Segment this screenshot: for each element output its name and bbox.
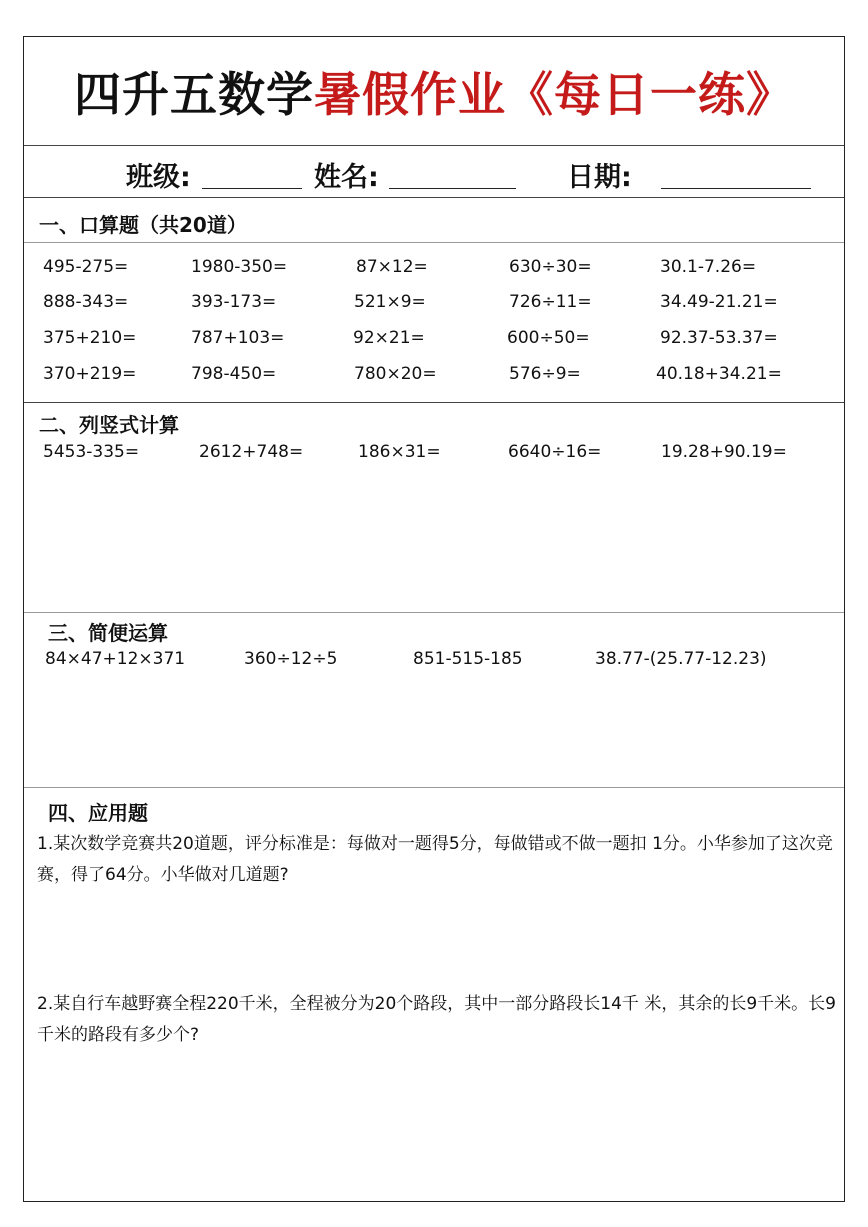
problem-cell: 5453-335= <box>43 442 140 462</box>
problem-cell: 375+210= <box>43 328 137 348</box>
problem-cell: 84×47+12×371 <box>45 649 186 669</box>
problem-cell: 2612+748= <box>199 442 304 462</box>
divider <box>24 242 844 243</box>
name-blank[interactable] <box>389 187 516 189</box>
problem-cell: 40.18+34.21= <box>656 364 782 384</box>
problem-cell: 780×20= <box>354 364 437 384</box>
problem-cell: 495-275= <box>43 257 129 277</box>
problem-cell: 798-450= <box>191 364 277 384</box>
class-blank[interactable] <box>202 187 302 189</box>
title-part-black: 四升五数学 <box>74 67 314 123</box>
problem-cell: 600÷50= <box>507 328 590 348</box>
title-part-red: 暑假作业《每日一练》 <box>314 67 794 123</box>
problem-cell: 393-173= <box>191 292 277 312</box>
problem-cell: 851-515-185 <box>413 649 523 669</box>
section-title-word-problems: 四、应用题 <box>48 801 148 825</box>
date-label: 日期: <box>567 162 632 193</box>
problem-cell: 30.1-7.26= <box>660 257 757 277</box>
problem-cell: 521×9= <box>354 292 426 312</box>
problem-cell: 92×21= <box>353 328 425 348</box>
problem-cell: 576÷9= <box>509 364 581 384</box>
problem-cell: 38.77-(25.77-12.23) <box>595 649 767 669</box>
problem-cell: 787+103= <box>191 328 285 348</box>
section-title-vertical: 二、列竖式计算 <box>39 413 179 437</box>
divider <box>24 402 844 403</box>
date-blank[interactable] <box>661 187 811 189</box>
worksheet <box>23 36 845 1202</box>
problem-cell: 92.37-53.37= <box>660 328 778 348</box>
problem-cell: 186×31= <box>358 442 441 462</box>
name-label: 姓名: <box>314 162 379 193</box>
divider <box>24 197 844 198</box>
page-title <box>24 37 844 145</box>
problem-cell: 888-343= <box>43 292 129 312</box>
problem-cell: 726÷11= <box>509 292 592 312</box>
problem-cell: 370+219= <box>43 364 137 384</box>
problem-cell: 1980-350= <box>191 257 288 277</box>
word-problem-2: 2.某自行车越野赛全程220千米，全程被分为20个路段，其中一部分路段长14千 米，其余的长9千米。长9千米的路段有多少个? <box>37 994 836 1045</box>
problem-cell: 19.28+90.19= <box>661 442 787 462</box>
section-title-oral: 一、口算题（共20道） <box>39 213 247 237</box>
problem-cell: 34.49-21.21= <box>660 292 778 312</box>
section-title-simplify: 三、简便运算 <box>48 621 168 645</box>
word-problem-1: 1.某次数学竞赛共20道题，评分标准是：每做对一题得5分，每做错或不做一题扣 1分。小华参加了这次竞赛，得了64分。小华做对几道题? <box>37 834 833 885</box>
problem-cell: 630÷30= <box>509 257 592 277</box>
problem-cell: 360÷12÷5 <box>244 649 338 669</box>
problem-cell: 6640÷16= <box>508 442 602 462</box>
divider <box>24 787 844 788</box>
problem-cell: 87×12= <box>356 257 428 277</box>
divider <box>24 145 844 146</box>
divider <box>24 612 844 613</box>
class-label: 班级: <box>126 162 191 193</box>
